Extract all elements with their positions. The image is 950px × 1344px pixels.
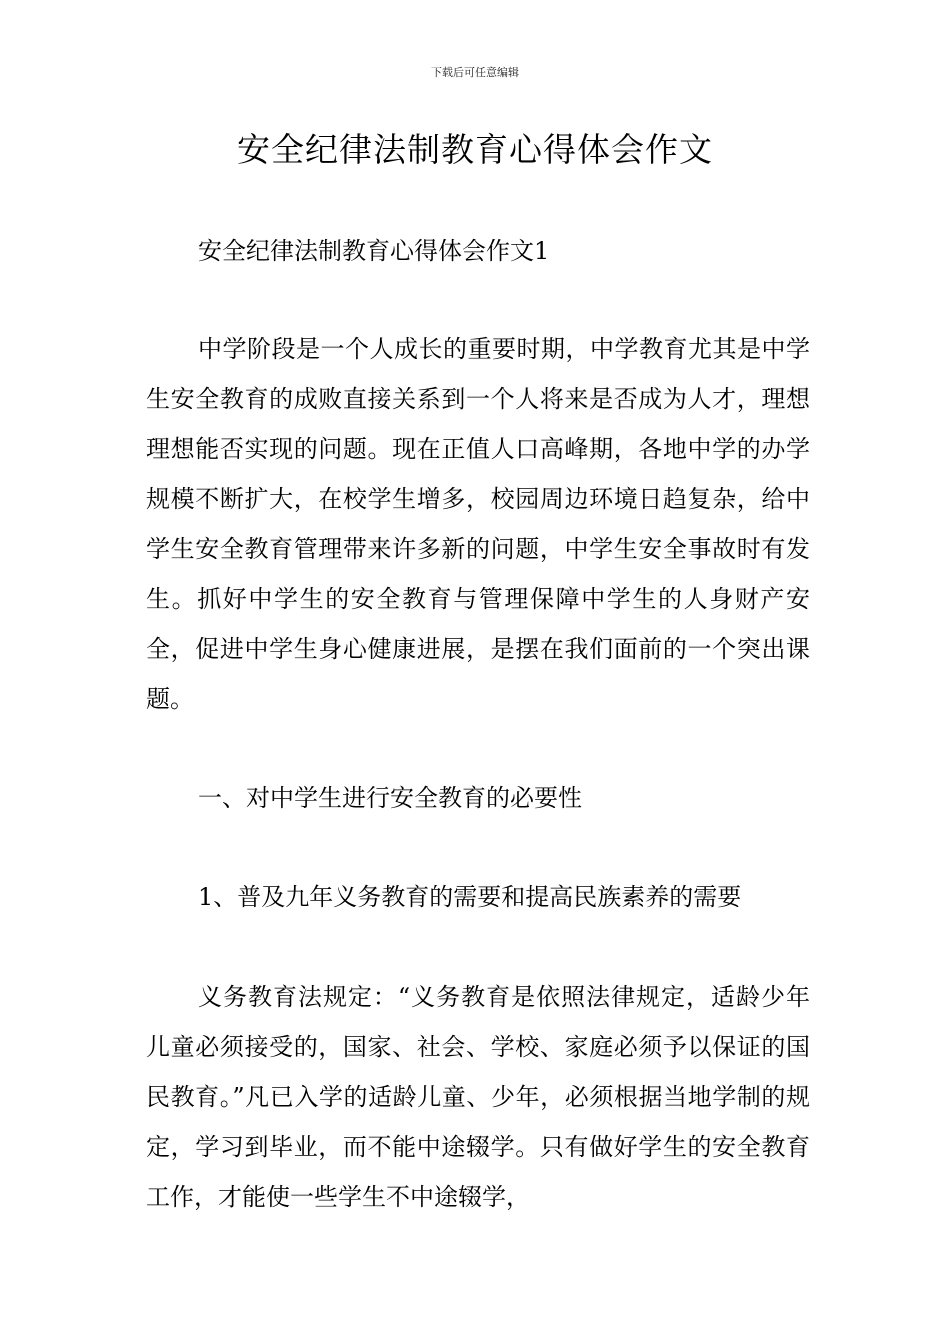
subsection-heading-compulsory-education: 1、普及九年义务教育的需要和提高民族素养的需要 [198,883,742,911]
section-subtitle: 安全纪律法制教育心得体会作文1 [198,237,550,265]
document-title: 安全纪律法制教育心得体会作文 [237,130,713,169]
header-note: 下载后可任意编辑 [431,66,519,79]
section-heading-necessity: 一、对中学生进行安全教育的必要性 [198,784,582,812]
paragraph-intro: 中学阶段是一个人成长的重要时期，中学教育尤其是中学生安全教育的成败直接关系到一个人将来是否成为人才，理想理想能否实现的问题。现在正值人口高峰期，各地中学的办学规模不断扩大，在校学生增多，校园周边环境日趋复杂，给中学生安全教育管理带来许多新的问题，中学生安全事故时有发生。抓好中学生的安全教育与管理保障中学生的人身财产安全，促进中学生身心健康进展，是摆在我们面前的一个突出课题。 [146,335,810,713]
paragraph-compulsory-education-law: 义务教育法规定：“义务教育是依照法律规定，适龄少年儿童必须接受的，国家、社会、学校、家庭必须予以保证的国民教育。”凡已入学的适龄儿童、少年，必须根据当地学制的规定，学习到毕业，而不能中途辍学。只有做好学生的安全教育工作，才能使一些学生不中途辍学， [146,983,810,1211]
